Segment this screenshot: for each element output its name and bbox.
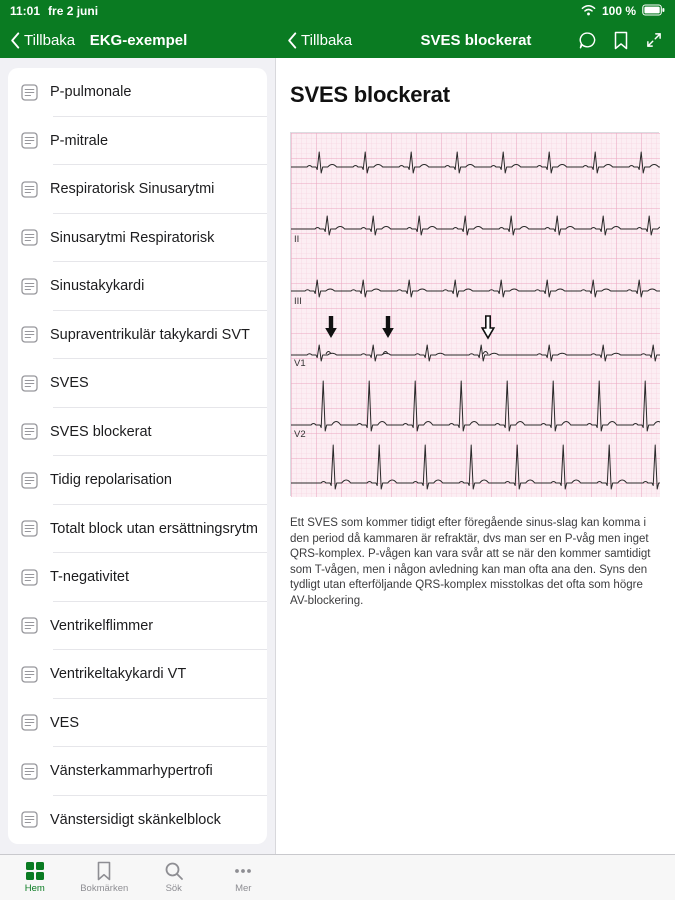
list-item[interactable] (8, 699, 267, 748)
list-item-label: Sinusarytmi Respiratorisk (50, 229, 215, 246)
main-split-view (0, 58, 675, 854)
document-icon (21, 423, 38, 440)
list-item-label: Supraventrikulär takykardi SVT (50, 326, 250, 343)
list-item[interactable] (8, 117, 267, 166)
battery-percent: 100 % (601, 4, 636, 18)
wifi-icon (581, 4, 596, 19)
comment-icon[interactable] (578, 31, 597, 50)
document-icon (21, 472, 38, 489)
list-item[interactable] (8, 214, 267, 263)
status-date: fre 2 juni (48, 4, 99, 18)
document-icon (21, 84, 38, 101)
list-item[interactable] (8, 796, 267, 845)
tab-bar (0, 854, 675, 900)
detail-pane (276, 58, 675, 854)
bookmark-icon[interactable] (613, 31, 629, 50)
chevron-left-icon (10, 32, 20, 49)
list-item[interactable] (8, 650, 267, 699)
document-icon (21, 714, 38, 731)
search-icon (164, 861, 184, 881)
tab-mer[interactable] (209, 855, 279, 900)
document-icon (21, 520, 38, 537)
ecg-lead-label: II (294, 234, 300, 245)
expand-icon[interactable] (645, 31, 663, 49)
back-label-right: Tillbaka (301, 31, 353, 49)
ekg-example-list (8, 68, 267, 844)
list-item[interactable] (8, 408, 267, 457)
tab-label: Mer (235, 883, 252, 894)
list-item-label: T-negativitet (50, 569, 129, 586)
list-item-label: Ventrikeltakykardi VT (50, 666, 187, 683)
document-icon (21, 326, 38, 343)
nav-right-pane (277, 22, 675, 58)
list-item[interactable] (8, 747, 267, 796)
status-bar (0, 0, 675, 22)
back-button-left[interactable] (10, 32, 75, 49)
list-item[interactable] (8, 311, 267, 360)
list-item-label: VES (50, 714, 80, 731)
document-icon (21, 229, 38, 246)
list-item[interactable] (8, 456, 267, 505)
tab-label: Sök (165, 883, 182, 894)
tab-label: Hem (24, 883, 45, 894)
page-title: SVES blockerat (290, 82, 450, 107)
list-item-label: Ventrikelflimmer (50, 617, 154, 634)
list-item[interactable] (8, 68, 267, 117)
ecg-lead-label: III (294, 296, 302, 307)
home-grid-icon (25, 861, 45, 881)
nav-title-left: EKG-exempel (89, 31, 188, 49)
list-item-label: Vänstersidigt skänkelblock (50, 811, 221, 828)
list-item[interactable] (8, 505, 267, 554)
tab-sok[interactable] (139, 855, 209, 900)
document-icon (21, 569, 38, 586)
document-icon (21, 375, 38, 392)
more-ellipsis-icon (233, 861, 253, 881)
list-item-label: Sinustakykardi (50, 278, 145, 295)
list-item-label: Tidig repolarisation (50, 472, 172, 489)
ecg-lead-label: V2 (294, 429, 306, 440)
list-item-label: P-pulmonale (50, 84, 132, 101)
chevron-left-icon (287, 32, 297, 49)
list-item[interactable] (8, 359, 267, 408)
sidebar (0, 58, 276, 854)
list-item[interactable] (8, 602, 267, 651)
list-item-label: Vänsterkammarhypertrofi (50, 763, 213, 780)
nav-left-pane (0, 22, 277, 58)
document-icon (21, 666, 38, 683)
bookmark-icon (96, 861, 112, 881)
list-item[interactable] (8, 165, 267, 214)
back-button-right[interactable] (287, 32, 352, 49)
document-icon (21, 617, 38, 634)
tab-bokmarken[interactable] (70, 855, 140, 900)
battery-icon (642, 4, 665, 19)
status-time: 11:01 (10, 4, 41, 18)
list-item-label: Totalt block utan ersättningsrytm (50, 520, 258, 537)
document-icon (21, 278, 38, 295)
document-icon (21, 132, 38, 149)
document-icon (21, 811, 38, 828)
ecg-lead-label: V1 (294, 358, 306, 369)
list-item-label: P-mitrale (50, 132, 109, 149)
list-item-label: Respiratorisk Sinusarytmi (50, 181, 215, 198)
list-item[interactable] (8, 553, 267, 602)
list-item[interactable] (8, 262, 267, 311)
back-label-left: Tillbaka (24, 31, 76, 49)
tab-label: Bokmärken (80, 883, 129, 894)
list-item-label: SVES blockerat (50, 423, 152, 440)
navigation-bar (0, 22, 675, 58)
ecg-image (290, 132, 659, 496)
list-item-label: SVES (50, 375, 89, 392)
tab-hem[interactable] (0, 855, 70, 900)
description-text: Ett SVES som kommer tidigt efter föregående sinus-slag kan komma i den period då kammaren är refraktär, dvs man ser en P-våg men inget QRS-komplex. P-vågen kan vara svår att se när den kommer samtidigt som T-vågen, men i någon avledning kan man ofta ana den. Syns den tydligt utan efterföljande QRS-komplex misstolkas det ofta som högre AV-blockering. (290, 517, 651, 607)
nav-title-right: SVES blockerat (420, 31, 532, 49)
document-icon (21, 181, 38, 198)
document-icon (21, 763, 38, 780)
